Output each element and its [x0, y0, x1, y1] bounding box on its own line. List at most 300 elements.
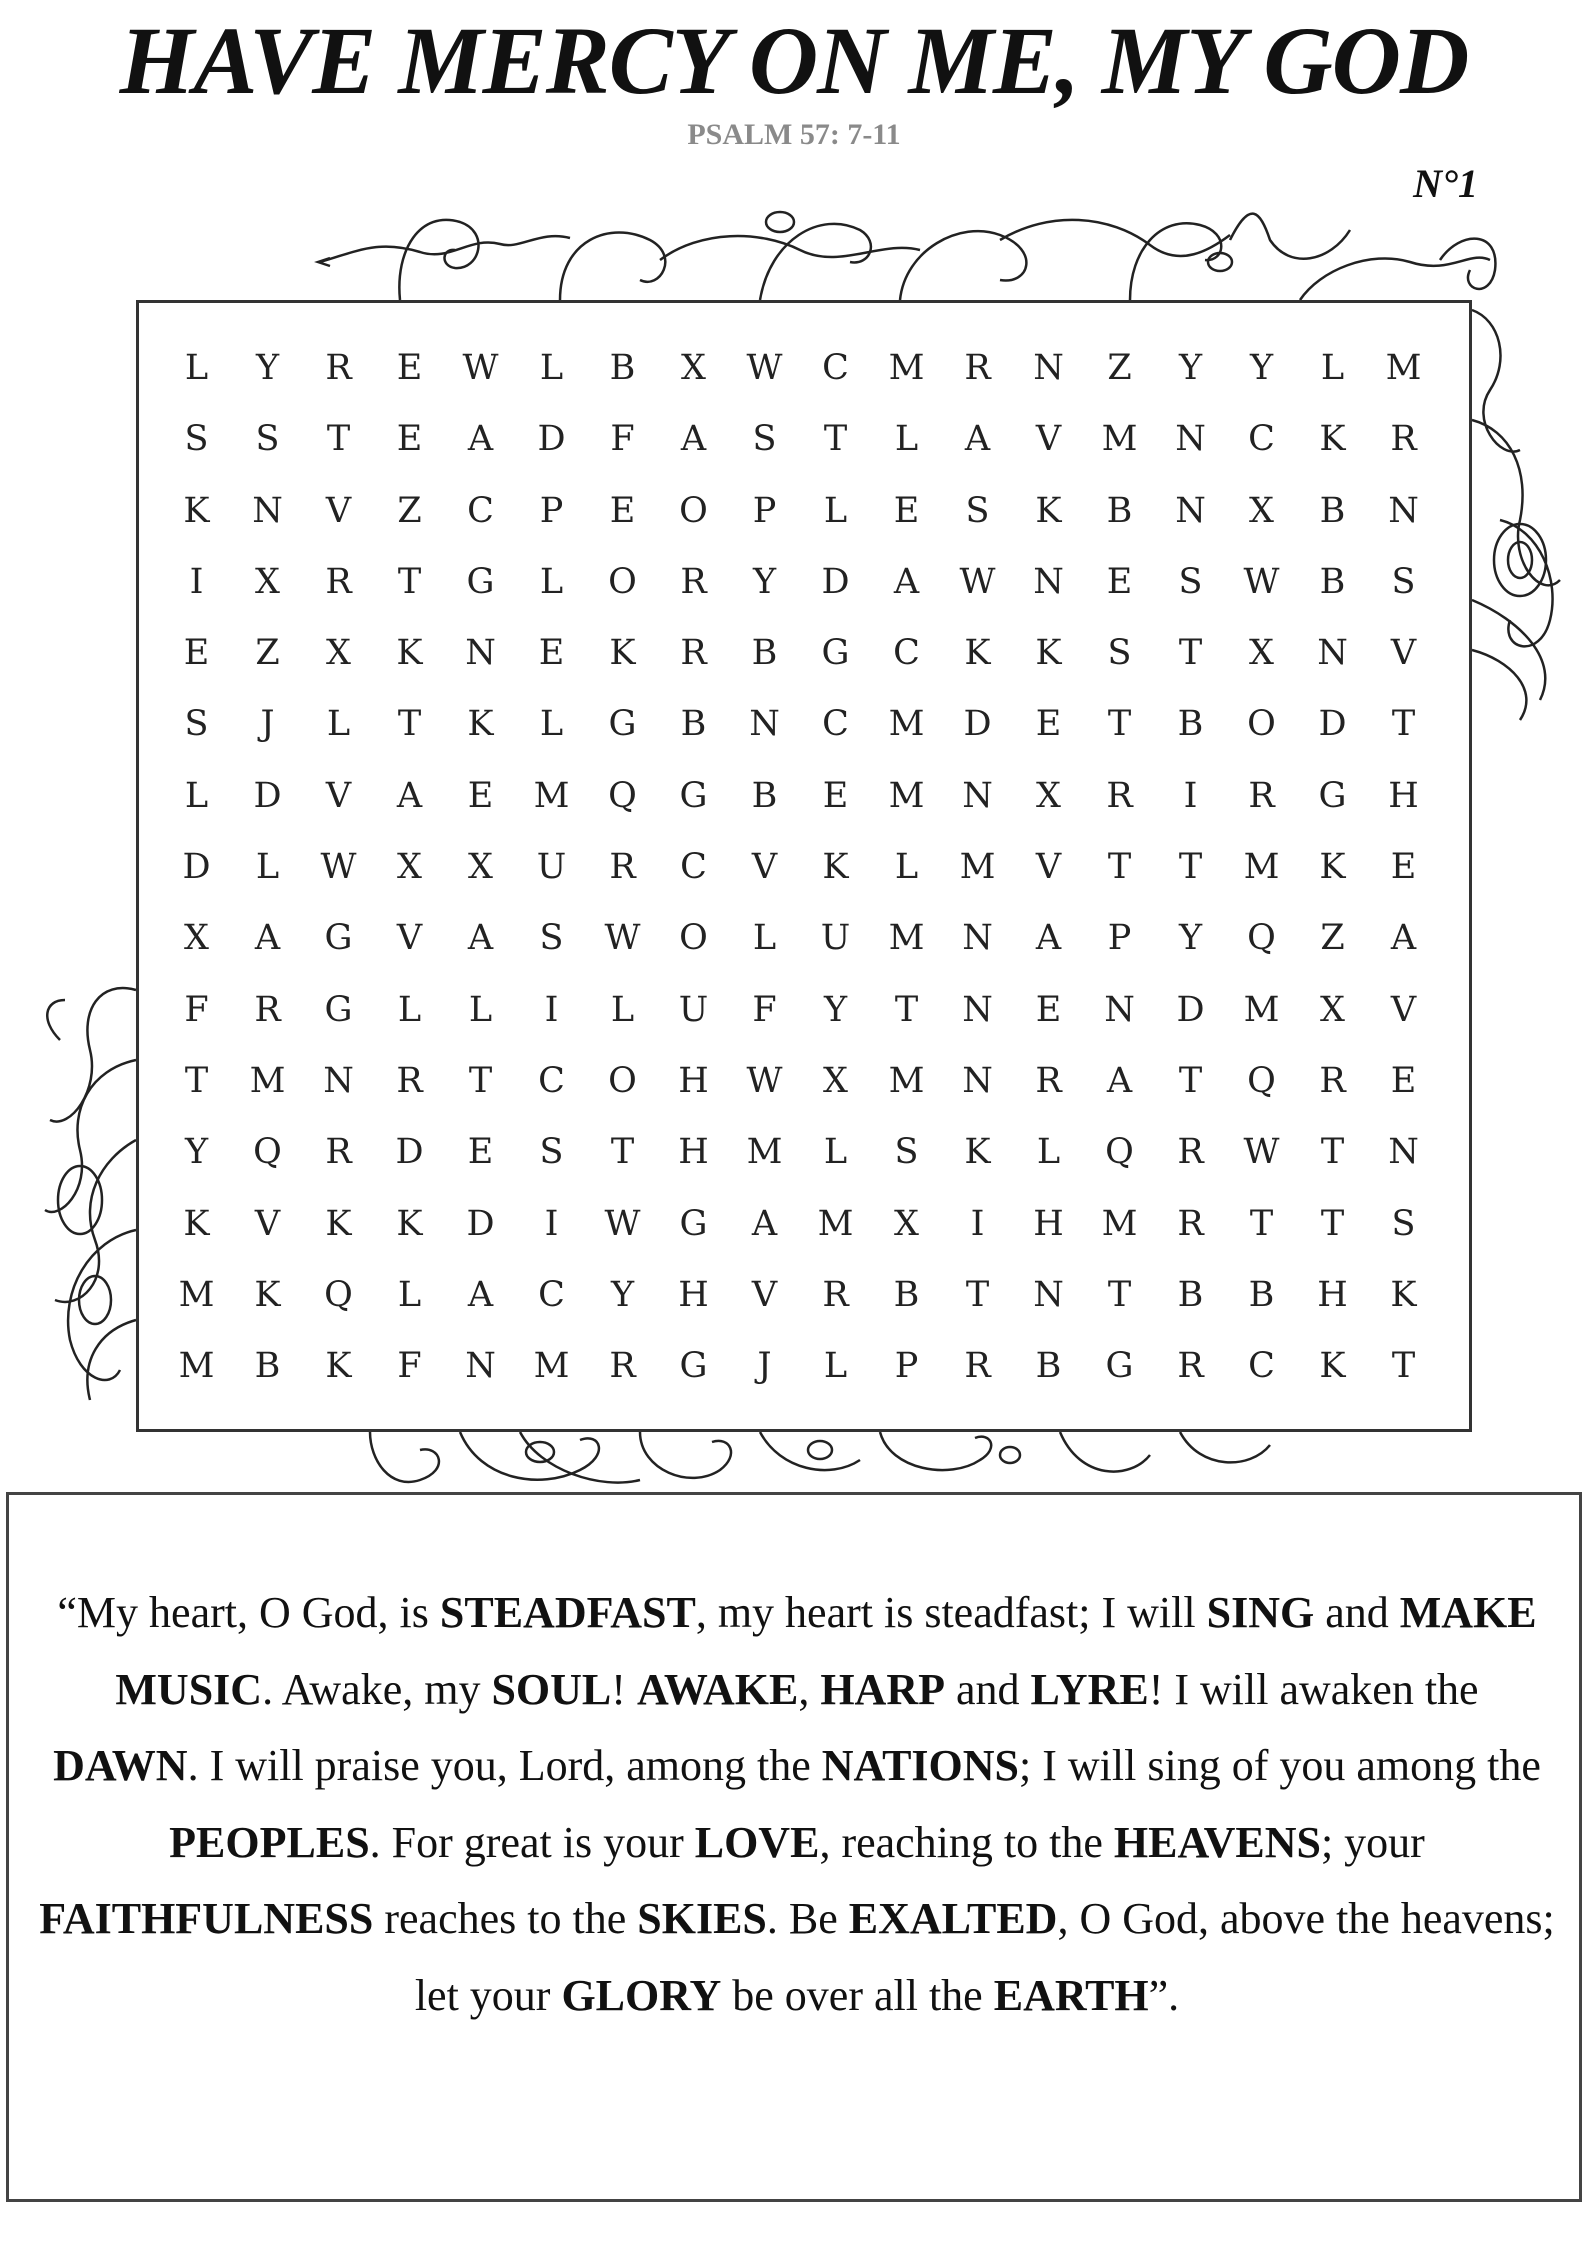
- passage-text: “My heart, O God, is: [57, 1588, 440, 1637]
- grid-letter[interactable]: V: [1035, 419, 1062, 460]
- grid-letter[interactable]: J: [260, 704, 275, 745]
- grid-letter[interactable]: C: [1248, 1346, 1275, 1387]
- grid-letter[interactable]: C: [822, 704, 849, 745]
- grid-letter[interactable]: E: [396, 419, 423, 460]
- grid-letter[interactable]: K: [1319, 1346, 1346, 1387]
- grid-letter[interactable]: D: [1318, 704, 1347, 745]
- grid-letter[interactable]: N: [465, 633, 496, 674]
- grid-letter[interactable]: B: [609, 348, 636, 388]
- grid-letter[interactable]: Q: [253, 1132, 282, 1173]
- grid-letter[interactable]: T: [610, 1132, 635, 1173]
- grid-letter[interactable]: M: [1101, 1203, 1138, 1244]
- grid-letter[interactable]: Q: [608, 775, 637, 816]
- grid-letter[interactable]: A: [467, 918, 494, 959]
- grid-letter[interactable]: L: [1320, 348, 1345, 388]
- grid-letter[interactable]: S: [1107, 633, 1132, 674]
- grid-letter[interactable]: K: [1035, 633, 1062, 674]
- grid-letter[interactable]: G: [1318, 775, 1347, 816]
- grid-letter[interactable]: T: [1107, 1274, 1132, 1315]
- grid-letter[interactable]: N: [749, 704, 780, 745]
- grid-letter[interactable]: K: [467, 704, 494, 745]
- grid-letter[interactable]: Y: [184, 1132, 209, 1173]
- grid-letter[interactable]: T: [397, 704, 422, 745]
- grid-letter[interactable]: A: [396, 775, 423, 816]
- grid-letter[interactable]: Y: [1178, 348, 1203, 388]
- grid-letter[interactable]: B: [680, 704, 707, 745]
- grid-letter[interactable]: Q: [1247, 1060, 1276, 1101]
- grid-letter[interactable]: W: [604, 1203, 641, 1244]
- grid-letter[interactable]: L: [326, 704, 351, 745]
- grid-letter[interactable]: C: [680, 847, 707, 888]
- grid-letter[interactable]: W: [1243, 1132, 1280, 1173]
- grid-letter[interactable]: M: [1101, 419, 1138, 460]
- grid-letter[interactable]: T: [1107, 847, 1132, 888]
- grid-letter[interactable]: T: [1391, 704, 1416, 745]
- grid-letter[interactable]: L: [610, 989, 635, 1030]
- grid-letter[interactable]: V: [1390, 633, 1417, 674]
- grid-letter[interactable]: H: [678, 1274, 709, 1315]
- grid-letter[interactable]: K: [609, 633, 636, 674]
- grid-letter[interactable]: I: [544, 1203, 559, 1244]
- grid-letter[interactable]: O: [679, 918, 708, 959]
- word-search-grid: [136, 300, 1472, 1432]
- grid-letter[interactable]: K: [325, 1346, 352, 1387]
- grid-letter[interactable]: R: [680, 633, 707, 674]
- grid-letter[interactable]: C: [893, 633, 920, 674]
- grid-letter[interactable]: V: [396, 918, 423, 959]
- grid-letter[interactable]: K: [964, 633, 991, 674]
- grid-letter[interactable]: F: [397, 1346, 422, 1387]
- grid-letter[interactable]: W: [1243, 561, 1280, 602]
- grid-letter[interactable]: O: [1247, 704, 1276, 745]
- grid-letter[interactable]: W: [959, 561, 996, 602]
- grid-letter[interactable]: K: [964, 1132, 991, 1173]
- grid-letter[interactable]: Z: [397, 490, 422, 531]
- grid-letter[interactable]: B: [1035, 1346, 1062, 1387]
- grid-letter[interactable]: T: [1178, 1060, 1203, 1101]
- grid-letter[interactable]: L: [184, 348, 209, 388]
- grid-letter[interactable]: X: [681, 348, 706, 388]
- grid-letter[interactable]: M: [888, 348, 925, 388]
- grid-letter[interactable]: G: [679, 775, 708, 816]
- grid-letter[interactable]: A: [680, 419, 707, 460]
- grid-letter[interactable]: V: [1035, 847, 1062, 888]
- grid-letter[interactable]: G: [324, 918, 353, 959]
- grid-letter[interactable]: E: [822, 775, 849, 816]
- grid-letter[interactable]: R: [325, 348, 352, 388]
- passage-text: , reaching to the: [819, 1817, 1114, 1867]
- grid-letter[interactable]: B: [254, 1346, 281, 1387]
- grid-letter[interactable]: X: [1249, 633, 1274, 674]
- grid-letter[interactable]: N: [1175, 490, 1206, 531]
- grid-letter[interactable]: T: [823, 419, 848, 460]
- grid-letter[interactable]: T: [184, 1060, 209, 1101]
- grid-letter[interactable]: K: [1319, 419, 1346, 460]
- grid-letter[interactable]: Z: [1320, 918, 1345, 959]
- grid-letter[interactable]: U: [536, 847, 567, 888]
- grid-letter[interactable]: S: [1391, 1203, 1416, 1244]
- grid-letter[interactable]: X: [1249, 490, 1274, 531]
- grid-letter[interactable]: T: [965, 1274, 990, 1315]
- grid-letter[interactable]: M: [178, 1346, 215, 1387]
- grid-letter[interactable]: K: [1390, 1274, 1417, 1315]
- grid-letter[interactable]: H: [678, 1060, 709, 1101]
- grid-letter[interactable]: G: [679, 1346, 708, 1387]
- grid-letter[interactable]: K: [183, 490, 210, 531]
- grid-letter[interactable]: L: [539, 348, 564, 388]
- hidden-word: DAWN: [53, 1741, 188, 1790]
- grid-letter[interactable]: N: [1317, 633, 1348, 674]
- grid-letter[interactable]: M: [888, 775, 925, 816]
- hidden-word: PEOPLES: [169, 1817, 370, 1867]
- grid-letter[interactable]: B: [1319, 490, 1346, 531]
- grid-letter[interactable]: G: [1105, 1346, 1134, 1387]
- grid-letter[interactable]: A: [1035, 918, 1062, 959]
- grid-letter[interactable]: C: [822, 348, 849, 388]
- grid-letter[interactable]: E: [1035, 989, 1062, 1030]
- grid-letter[interactable]: Y: [823, 989, 848, 1030]
- grid-letter[interactable]: E: [1035, 704, 1062, 745]
- grid-letter[interactable]: X: [397, 847, 422, 888]
- grid-letter[interactable]: L: [184, 775, 209, 816]
- grid-letter[interactable]: D: [821, 561, 850, 602]
- grid-letter[interactable]: N: [962, 918, 993, 959]
- grid-letter[interactable]: R: [1177, 1346, 1204, 1387]
- grid-letter[interactable]: D: [1176, 989, 1205, 1030]
- grid-letter[interactable]: R: [1035, 1060, 1062, 1101]
- grid-letter[interactable]: K: [1035, 490, 1062, 531]
- grid-letter[interactable]: R: [1319, 1060, 1346, 1101]
- grid-letter[interactable]: E: [183, 633, 210, 674]
- grid-letter[interactable]: L: [823, 490, 848, 531]
- grid-letter[interactable]: N: [962, 989, 993, 1030]
- grid-letter[interactable]: T: [1249, 1203, 1274, 1244]
- grid-letter[interactable]: L: [255, 847, 280, 888]
- grid-letter[interactable]: S: [539, 918, 564, 959]
- grid-letter[interactable]: K: [396, 1203, 423, 1244]
- grid-letter[interactable]: G: [679, 1203, 708, 1244]
- hidden-word: LYRE: [1030, 1664, 1149, 1714]
- grid-letter[interactable]: D: [395, 1132, 424, 1173]
- grid-letter[interactable]: S: [1178, 561, 1203, 602]
- grid-letter[interactable]: E: [1106, 561, 1133, 602]
- grid-letter[interactable]: C: [538, 1274, 565, 1315]
- grid-letter[interactable]: E: [1390, 847, 1417, 888]
- grid-letter[interactable]: R: [964, 348, 991, 388]
- passage-text: and: [1314, 1588, 1400, 1637]
- grid-letter[interactable]: H: [1388, 775, 1419, 816]
- grid-letter[interactable]: Q: [1105, 1132, 1134, 1173]
- grid-letter[interactable]: M: [533, 1346, 570, 1387]
- grid-letter[interactable]: M: [959, 847, 996, 888]
- passage-text: , O God, above the heavens; let your: [414, 1894, 1555, 2020]
- grid-letter[interactable]: S: [894, 1132, 919, 1173]
- grid-letter[interactable]: A: [467, 1274, 494, 1315]
- grid-letter[interactable]: E: [1390, 1060, 1417, 1101]
- grid-letter[interactable]: P: [752, 490, 777, 531]
- hidden-word: FAITHFULNESS: [39, 1894, 374, 1943]
- grid-letter[interactable]: F: [752, 989, 777, 1030]
- grid-letter[interactable]: X: [255, 561, 280, 602]
- grid-letter[interactable]: T: [894, 989, 919, 1030]
- grid-letter[interactable]: W: [604, 918, 641, 959]
- grid-letter[interactable]: O: [608, 1060, 637, 1101]
- grid-letter[interactable]: D: [253, 775, 282, 816]
- grid-letter[interactable]: T: [397, 561, 422, 602]
- grid-letter[interactable]: L: [468, 989, 493, 1030]
- grid-letter[interactable]: S: [752, 419, 777, 460]
- hidden-word: EARTH: [993, 1970, 1149, 2020]
- grid-letter[interactable]: Z: [255, 633, 280, 674]
- grid-letter[interactable]: T: [468, 1060, 493, 1101]
- grid-letter[interactable]: N: [323, 1060, 354, 1101]
- grid-letter[interactable]: T: [1107, 704, 1132, 745]
- passage-text: . Awake, my: [262, 1664, 492, 1714]
- grid-letter[interactable]: A: [254, 918, 281, 959]
- grid-letter[interactable]: A: [964, 419, 991, 460]
- grid-letter[interactable]: Y: [1178, 918, 1203, 959]
- grid-letter[interactable]: U: [820, 918, 851, 959]
- grid-letter[interactable]: X: [184, 918, 209, 959]
- hidden-word: MAKE MUSIC: [115, 1588, 1537, 1714]
- grid-letter[interactable]: W: [320, 847, 357, 888]
- grid-letter[interactable]: L: [397, 1274, 422, 1315]
- grid-letter[interactable]: M: [178, 1274, 215, 1315]
- hidden-word: LOVE: [694, 1817, 820, 1867]
- grid-letter[interactable]: G: [821, 633, 850, 674]
- grid-letter[interactable]: Q: [324, 1274, 353, 1315]
- grid-letter[interactable]: X: [468, 847, 493, 888]
- grid-letter[interactable]: V: [325, 775, 352, 816]
- grid-letter[interactable]: C: [538, 1060, 565, 1101]
- grid-letter[interactable]: P: [539, 490, 564, 531]
- grid-letter[interactable]: W: [746, 348, 783, 388]
- grid-letter[interactable]: I: [1183, 775, 1198, 816]
- grid-letter[interactable]: T: [1320, 1132, 1345, 1173]
- grid-letter[interactable]: V: [254, 1203, 281, 1244]
- hidden-word: HARP: [820, 1664, 945, 1714]
- grid-letter[interactable]: L: [1036, 1132, 1061, 1173]
- grid-letter[interactable]: X: [894, 1203, 919, 1244]
- grid-letter[interactable]: L: [894, 847, 919, 888]
- grid-letter[interactable]: M: [1243, 989, 1280, 1030]
- grid-letter[interactable]: Q: [1247, 918, 1276, 959]
- grid-letter[interactable]: A: [1106, 1060, 1133, 1101]
- grid-letter[interactable]: L: [539, 704, 564, 745]
- grid-letter[interactable]: R: [1248, 775, 1275, 816]
- grid-letter[interactable]: D: [182, 847, 211, 888]
- grid-letter[interactable]: N: [465, 1346, 496, 1387]
- grid-letter[interactable]: X: [1320, 989, 1345, 1030]
- grid-letter[interactable]: R: [396, 1060, 423, 1101]
- grid-letter[interactable]: A: [893, 561, 920, 602]
- grid-letter[interactable]: B: [751, 775, 778, 816]
- grid-letter[interactable]: M: [888, 704, 925, 745]
- grid-letter[interactable]: Y: [610, 1274, 635, 1315]
- grid-letter[interactable]: K: [254, 1274, 281, 1315]
- grid-letter[interactable]: B: [1177, 1274, 1204, 1315]
- grid-letter[interactable]: P: [894, 1346, 919, 1387]
- grid-letter[interactable]: D: [466, 1203, 495, 1244]
- grid-letter[interactable]: A: [467, 419, 494, 460]
- grid-letter[interactable]: N: [1388, 490, 1419, 531]
- grid-letter[interactable]: I: [189, 561, 204, 602]
- grid-letter[interactable]: N: [1104, 989, 1135, 1030]
- grid-letter[interactable]: I: [970, 1203, 985, 1244]
- grid-letter[interactable]: N: [1033, 1274, 1064, 1315]
- grid-letter[interactable]: S: [965, 490, 990, 531]
- passage-text: . For great is your: [369, 1817, 695, 1867]
- grid-letter[interactable]: B: [1106, 490, 1133, 531]
- passage-text: and: [944, 1664, 1031, 1714]
- grid-letter[interactable]: F: [610, 419, 635, 460]
- grid-letter[interactable]: K: [396, 633, 423, 674]
- grid-letter[interactable]: V: [751, 1274, 778, 1315]
- grid-letter[interactable]: E: [467, 775, 494, 816]
- grid-letter[interactable]: E: [396, 348, 423, 388]
- grid-letter[interactable]: T: [1178, 633, 1203, 674]
- grid-letter[interactable]: D: [963, 704, 992, 745]
- grid-letter[interactable]: M: [1243, 847, 1280, 888]
- passage-text: ”.: [1148, 1970, 1180, 2020]
- grid-letter[interactable]: L: [823, 1132, 848, 1173]
- grid-letter[interactable]: A: [751, 1203, 778, 1244]
- grid-letter[interactable]: E: [893, 490, 920, 531]
- passage-text: be over all the: [721, 1970, 994, 2020]
- grid-letter[interactable]: W: [462, 348, 499, 388]
- grid-letter[interactable]: R: [609, 1346, 636, 1387]
- grid-letter[interactable]: O: [679, 490, 708, 531]
- grid-letter[interactable]: Z: [1107, 348, 1132, 388]
- grid-letter[interactable]: B: [1177, 704, 1204, 745]
- grid-letter[interactable]: M: [1385, 348, 1422, 388]
- grid-letter[interactable]: Y: [752, 561, 777, 602]
- grid-letter[interactable]: L: [397, 989, 422, 1030]
- grid-letter[interactable]: F: [184, 989, 209, 1030]
- grid-letter[interactable]: K: [325, 1203, 352, 1244]
- grid-letter[interactable]: G: [324, 989, 353, 1030]
- grid-letter[interactable]: G: [466, 561, 495, 602]
- scripture-passage: [39, 1575, 1555, 2034]
- grid-letter[interactable]: T: [1178, 847, 1203, 888]
- grid-letter[interactable]: B: [893, 1274, 920, 1315]
- grid-letter[interactable]: D: [537, 419, 566, 460]
- hidden-word: GLORY: [561, 1970, 722, 2020]
- grid-letter[interactable]: H: [678, 1132, 709, 1173]
- grid-letter[interactable]: T: [1320, 1203, 1345, 1244]
- grid-letter[interactable]: S: [539, 1132, 564, 1173]
- grid-letter[interactable]: L: [894, 419, 919, 460]
- grid-letter[interactable]: S: [184, 704, 209, 745]
- grid-letter[interactable]: N: [252, 490, 283, 531]
- hidden-word: NATIONS: [821, 1741, 1020, 1790]
- grid-letter[interactable]: T: [1391, 1346, 1416, 1387]
- passage-text: ; your: [1320, 1817, 1425, 1867]
- grid-letter[interactable]: I: [544, 989, 559, 1030]
- grid-letter[interactable]: R: [822, 1274, 849, 1315]
- grid-letter[interactable]: N: [962, 775, 993, 816]
- grid-letter[interactable]: K: [822, 847, 849, 888]
- passage-text: ! I will awaken the: [1148, 1664, 1479, 1714]
- passage-text: . Be: [766, 1894, 849, 1943]
- grid-letter[interactable]: S: [255, 419, 280, 460]
- grid-letter[interactable]: J: [757, 1346, 772, 1387]
- grid-letter[interactable]: U: [678, 989, 709, 1030]
- grid-letter[interactable]: V: [1390, 989, 1417, 1030]
- grid-letter[interactable]: C: [1248, 419, 1275, 460]
- passage-text: ; I will sing of you among the: [1019, 1741, 1541, 1790]
- grid-letter[interactable]: V: [325, 490, 352, 531]
- hidden-word: SKIES: [637, 1894, 767, 1943]
- grid-letter[interactable]: N: [1033, 348, 1064, 388]
- grid-letter[interactable]: R: [1177, 1132, 1204, 1173]
- grid-letter[interactable]: L: [752, 918, 777, 959]
- grid-letter[interactable]: H: [1033, 1203, 1064, 1244]
- grid-letter[interactable]: M: [249, 1060, 286, 1101]
- grid-letter[interactable]: K: [183, 1203, 210, 1244]
- grid-letter[interactable]: B: [751, 633, 778, 674]
- grid-letter[interactable]: R: [1390, 419, 1417, 460]
- grid-letter[interactable]: C: [467, 490, 494, 531]
- grid-letter[interactable]: X: [1036, 775, 1061, 816]
- hidden-word: SING: [1206, 1588, 1315, 1637]
- grid-letter[interactable]: V: [751, 847, 778, 888]
- grid-letter[interactable]: R: [1177, 1203, 1204, 1244]
- grid-letter[interactable]: K: [1319, 847, 1346, 888]
- grid-letter[interactable]: E: [538, 633, 565, 674]
- grid-letter[interactable]: W: [746, 1060, 783, 1101]
- grid-letter[interactable]: T: [326, 419, 351, 460]
- grid-letter[interactable]: Y: [1249, 348, 1274, 388]
- passage-text: ,: [798, 1664, 821, 1714]
- grid-letter[interactable]: N: [1388, 1132, 1419, 1173]
- grid-letter[interactable]: X: [326, 633, 351, 674]
- grid-letter[interactable]: S: [184, 419, 209, 460]
- grid-letter[interactable]: E: [609, 490, 636, 531]
- grid-letter[interactable]: E: [467, 1132, 494, 1173]
- grid-letter[interactable]: M: [817, 1203, 854, 1244]
- grid-letter[interactable]: R: [254, 989, 281, 1030]
- grid-letter[interactable]: L: [539, 561, 564, 602]
- grid-letter[interactable]: M: [746, 1132, 783, 1173]
- grid-letter[interactable]: P: [1107, 918, 1132, 959]
- grid-letter[interactable]: R: [325, 1132, 352, 1173]
- grid-letter[interactable]: M: [888, 918, 925, 959]
- scripture-passage-box: [6, 1492, 1582, 2202]
- grid-letter[interactable]: A: [1390, 918, 1417, 959]
- grid-letter[interactable]: S: [1391, 561, 1416, 602]
- grid-letter[interactable]: Y: [255, 348, 280, 388]
- grid-letter[interactable]: R: [1106, 775, 1133, 816]
- grid-letter[interactable]: X: [823, 1060, 848, 1101]
- grid-letter[interactable]: R: [325, 561, 352, 602]
- grid-letter[interactable]: L: [823, 1346, 848, 1387]
- grid-letter[interactable]: N: [962, 1060, 993, 1101]
- grid-letter[interactable]: N: [1033, 561, 1064, 602]
- hidden-word: HEAVENS: [1113, 1817, 1321, 1867]
- grid-letter[interactable]: B: [1248, 1274, 1275, 1315]
- grid-letter[interactable]: G: [608, 704, 637, 745]
- grid-letter[interactable]: R: [964, 1346, 991, 1387]
- grid-letter[interactable]: R: [680, 561, 707, 602]
- grid-letter[interactable]: M: [888, 1060, 925, 1101]
- grid-letter[interactable]: N: [1175, 419, 1206, 460]
- grid-letter[interactable]: B: [1319, 561, 1346, 602]
- grid-letter[interactable]: O: [608, 561, 637, 602]
- grid-letter[interactable]: H: [1317, 1274, 1348, 1315]
- grid-letter[interactable]: M: [533, 775, 570, 816]
- grid-letter[interactable]: R: [609, 847, 636, 888]
